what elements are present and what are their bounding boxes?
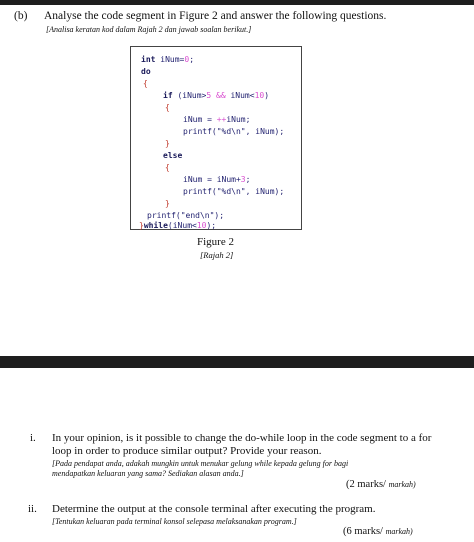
- figure-subcaption: [Rajah 2]: [200, 250, 234, 260]
- item-question-line-2: loop in order to produce similar output? Provide your reason.: [52, 445, 322, 457]
- item-number: ii.: [28, 503, 37, 515]
- code-line-else-open: {: [165, 163, 170, 172]
- figure-caption: Figure 2: [197, 236, 234, 248]
- code-figure-box: [130, 46, 302, 230]
- code-line-printf-1: printf("%d\n", iNum);: [183, 127, 285, 136]
- item-question-line-1: In your opinion, is it possible to change the do-while loop in the code segment to a for: [52, 432, 432, 444]
- code-line-if-open: {: [165, 103, 170, 112]
- code-line-declaration: int iNum=0;: [141, 55, 195, 64]
- marks-label: (6 marks/ markah): [343, 526, 413, 537]
- code-line-if-close: }: [165, 139, 170, 148]
- item-translation-line-1: [Tentukan keluaran pada terminal konsol selepasa melaksanakan program.]: [52, 517, 297, 526]
- code-line-else: else: [163, 151, 183, 160]
- top-divider-bar: [0, 0, 474, 5]
- section-divider-bar: [0, 356, 474, 368]
- code-line-do: do: [141, 67, 151, 76]
- item-translation-line-1: [Pada pendapat anda, adakah mungkin untuk menukar gelung while kepada gelung for bagi: [52, 459, 349, 468]
- code-line-if: if (iNum>5 && iNum<10): [163, 91, 270, 100]
- item-number: i.: [30, 432, 36, 444]
- question-label: (b): [14, 10, 28, 22]
- code-line-else-close: }: [165, 199, 170, 208]
- code-line-add-three: iNum = iNum+3;: [183, 175, 251, 184]
- item-question-line-1: Determine the output at the console terminal after executing the program.: [52, 503, 376, 515]
- marks-label: (2 marks/ markah): [346, 479, 416, 490]
- code-line-open-brace: {: [143, 79, 148, 88]
- item-translation-line-2: mendapatkan keluaran yang sama? Sediakan alasan anda.]: [52, 469, 244, 478]
- code-line-printf-2: printf("%d\n", iNum);: [183, 187, 285, 196]
- question-subtitle: [Analisa keratan kod dalam Rajah 2 dan jawab soalan berikut.]: [46, 25, 252, 34]
- question-title: Analyse the code segment in Figure 2 and answer the following questions.: [44, 10, 387, 22]
- code-line-while: }while(iNum<10);: [139, 221, 217, 230]
- code-line-printf-end: printf("end\n");: [147, 211, 225, 220]
- code-line-increment: iNum = ++iNum;: [183, 115, 251, 124]
